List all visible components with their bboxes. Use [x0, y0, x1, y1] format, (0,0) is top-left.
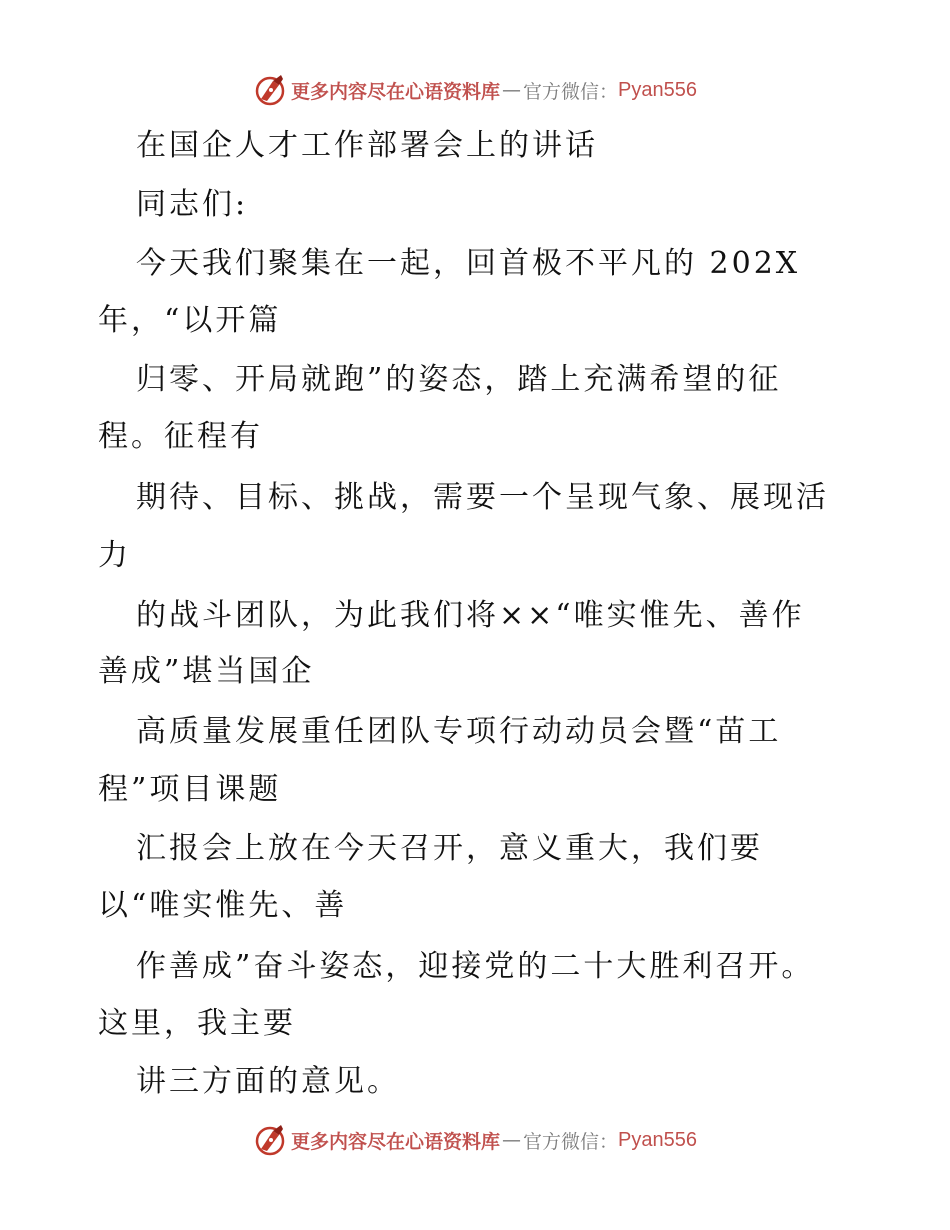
footer-banner — [0, 1120, 950, 1160]
banner-brand: 更多内容尽在心语资料库 — [291, 80, 501, 103]
text-line: 的战斗团队，为此我们将××“唯实惟先、善作 — [136, 598, 805, 633]
text-line: 汇报会上放在今天召开，意义重大，我们要 — [136, 831, 763, 866]
text-line: 程。征程有 — [98, 419, 263, 454]
text-line: 高质量发展重任团队专项行动动员会暨“苗工 — [136, 714, 782, 749]
pen-nib-logo-icon — [253, 73, 287, 107]
text-line: 年，“以开篇 — [98, 303, 282, 338]
header-banner — [0, 70, 950, 110]
banner-wechat-id: Pyan556 — [618, 1128, 697, 1151]
text-line: 期待、目标、挑战，需要一个呈现气象、展现活 — [136, 480, 829, 515]
text-line: 善成”堪当国企 — [98, 654, 315, 689]
text-line: 程”项目课题 — [98, 772, 282, 807]
banner-dash: — — [502, 1129, 522, 1151]
text-line: 以“唯实惟先、善 — [98, 888, 348, 923]
pen-nib-logo-icon — [253, 1123, 287, 1157]
document-title: 在国企人才工作部署会上的讲话 — [136, 128, 598, 163]
salutation: 同志们: — [136, 187, 249, 222]
banner-wechat-label: 官方微信： — [523, 1130, 619, 1153]
text-line: 力 — [98, 538, 131, 573]
text-line: 今天我们聚集在一起，回首极不平凡的 202X — [136, 246, 801, 281]
text-line: 作善成”奋斗姿态，迎接党的二十大胜利召开。 — [136, 949, 815, 984]
banner-dash: — — [502, 79, 522, 101]
text-line: 这里，我主要 — [98, 1006, 296, 1041]
banner-wechat-label: 官方微信： — [523, 80, 619, 103]
text-line: 讲三方面的意见。 — [136, 1064, 400, 1099]
banner-wechat-id: Pyan556 — [618, 78, 697, 101]
text-line: 归零、开局就跑”的姿态，踏上充满希望的征 — [136, 362, 782, 397]
banner-brand: 更多内容尽在心语资料库 — [291, 1130, 501, 1153]
